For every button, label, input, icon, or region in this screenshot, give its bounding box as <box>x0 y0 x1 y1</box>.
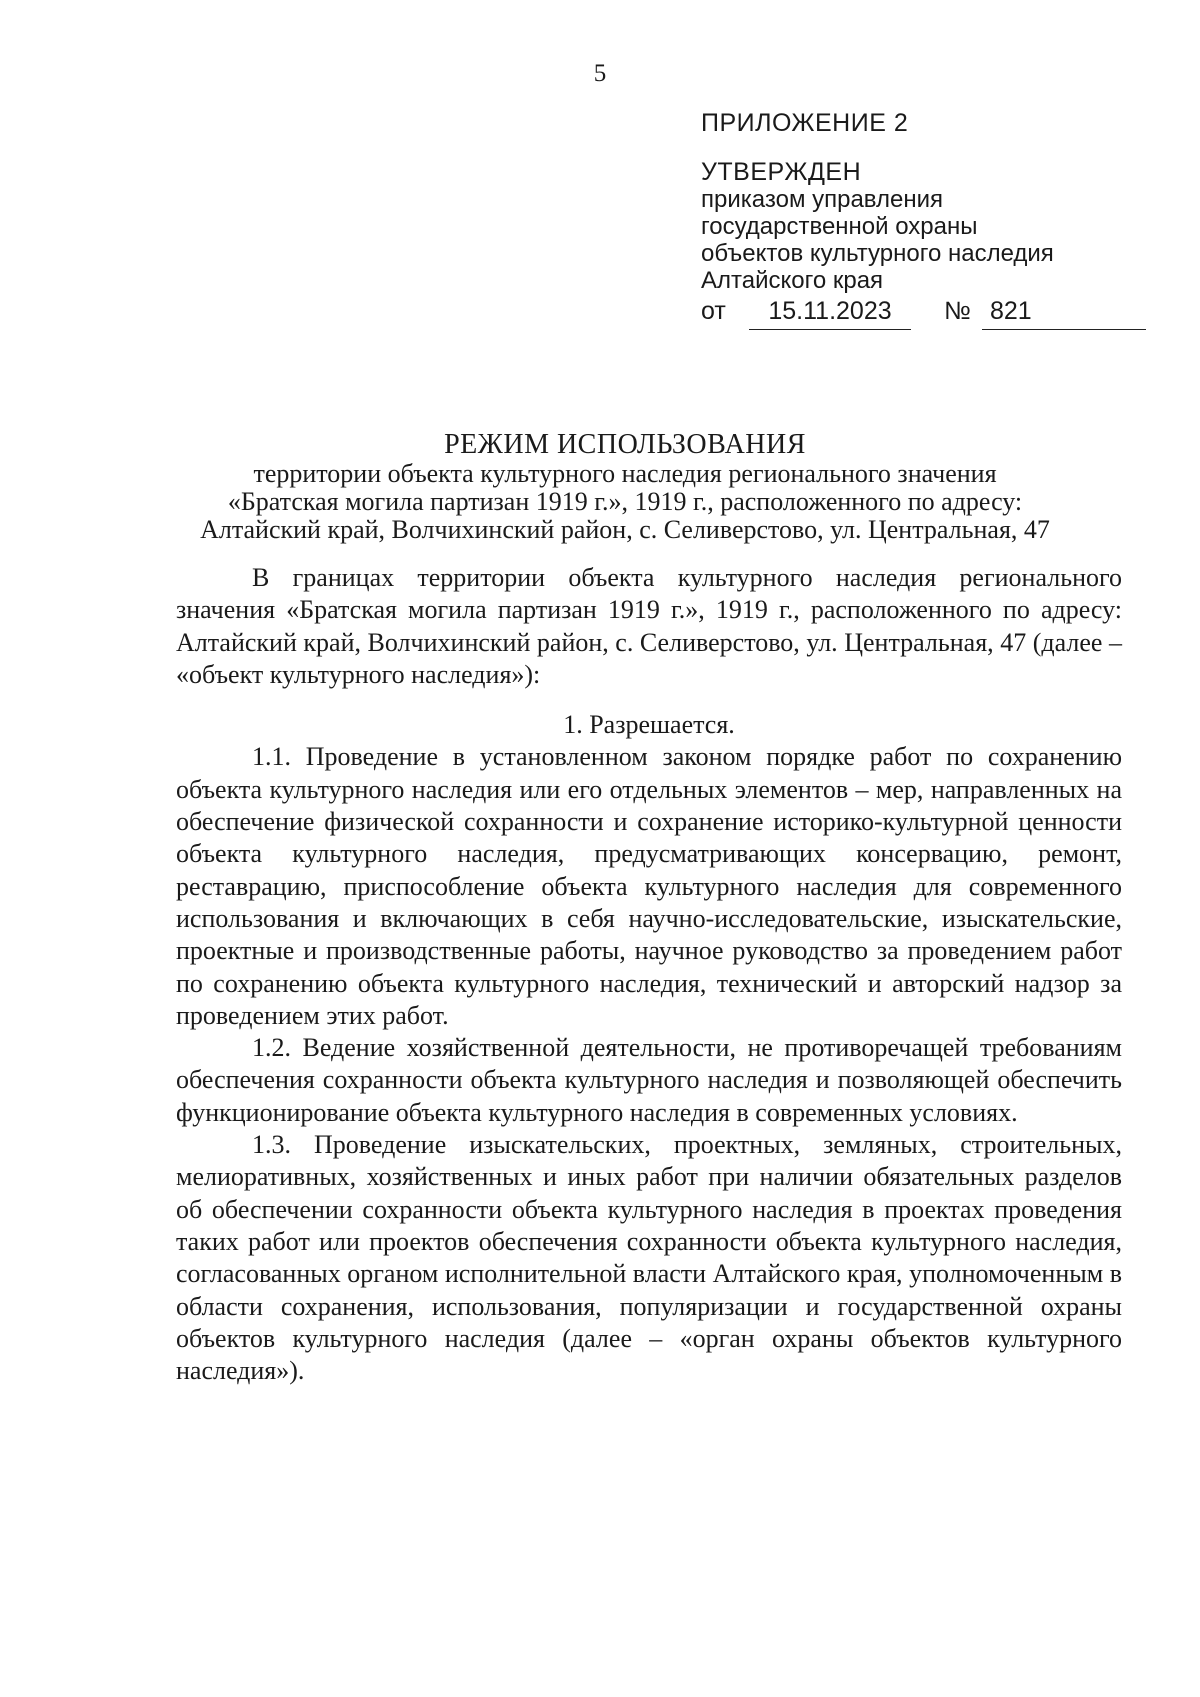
appendix-title: ПРИЛОЖЕНИЕ 2 <box>701 109 909 137</box>
document-subtitle-line: «Братская могила партизан 1919 г.», 1919 г., расположенного по адресу: <box>227 487 1023 516</box>
document-heading <box>150 430 1100 544</box>
intro-paragraph: В границах территории объекта культурного наследия регионального значения «Братская могила партизан 1919 г.», 1919 г., расположенного по адресу: Алтайский край, Волчихинский район, с. Селиверстово, ул. Центральная, 47 (далее – «объект культурного наследия»): <box>176 563 1122 689</box>
approval-line: государственной охраны <box>701 213 978 240</box>
approval-block <box>701 108 1141 330</box>
approval-line: Алтайского края <box>701 267 884 294</box>
clause-1-2: 1.2. Ведение хозяйственной деятельности, не противоречащей требованиям обеспечения сохранности объекта культурного наследия и позволяющей обеспечить функционирование объекта культурного наследия в современных условиях. <box>176 1033 1122 1127</box>
document-subtitle-line: Алтайский край, Волчихинский район, с. Селиверстово, ул. Центральная, 47 <box>200 515 1050 544</box>
order-number-sign: № <box>944 297 971 325</box>
approved-title: УТВЕРЖДЕН <box>701 158 862 186</box>
approval-line: объектов культурного наследия <box>701 240 1054 267</box>
order-date: 15.11.2023 <box>749 296 911 330</box>
order-line <box>701 296 1141 330</box>
document-subtitle-line: территории объекта культурного наследия регионального значения <box>253 459 997 488</box>
page-number: 5 <box>593 60 607 87</box>
section-heading: 1. Разрешается. <box>563 710 735 740</box>
order-number: 821 <box>982 296 1146 330</box>
approval-line: приказом управления <box>701 186 944 213</box>
order-from-label: от <box>701 297 726 325</box>
document-body <box>176 562 1122 1387</box>
document-title: РЕЖИМ ИСПОЛЬЗОВАНИЯ <box>444 429 806 460</box>
clause-1-1: 1.1. Проведение в установленном законом порядке работ по сохранению объекта культурного наследия или его отдельных элементов – мер, направленных на обеспечение физической сохранности и сохранение историко-культурной ценности объекта культурного наследия, предусматривающих консервацию, ремонт, реставрацию, приспособление объекта культурного наследия для современного использования и включающих в себя научно-исследовательские, изыскательские, проектные и производственные работы, научное руководство за проведением работ по сохранению объекта культурного наследия, технический и авторский надзор за проведением этих работ. <box>176 742 1122 1030</box>
clause-1-3: 1.3. Проведение изыскательских, проектных, земляных, строительных, мелиоративных, хозяйственных и иных работ при наличии обязательных разделов об обеспечении сохранности объекта культурного наследия в проектах проведения таких работ или проектов обеспечения сохранности объекта культурного наследия, согласованных органом исполнительной власти Алтайского края, уполномоченным в области сохранения, использования, популяризации и государственной охраны объектов культурного наследия (далее – «орган охраны объектов культурного наследия»). <box>176 1130 1122 1386</box>
